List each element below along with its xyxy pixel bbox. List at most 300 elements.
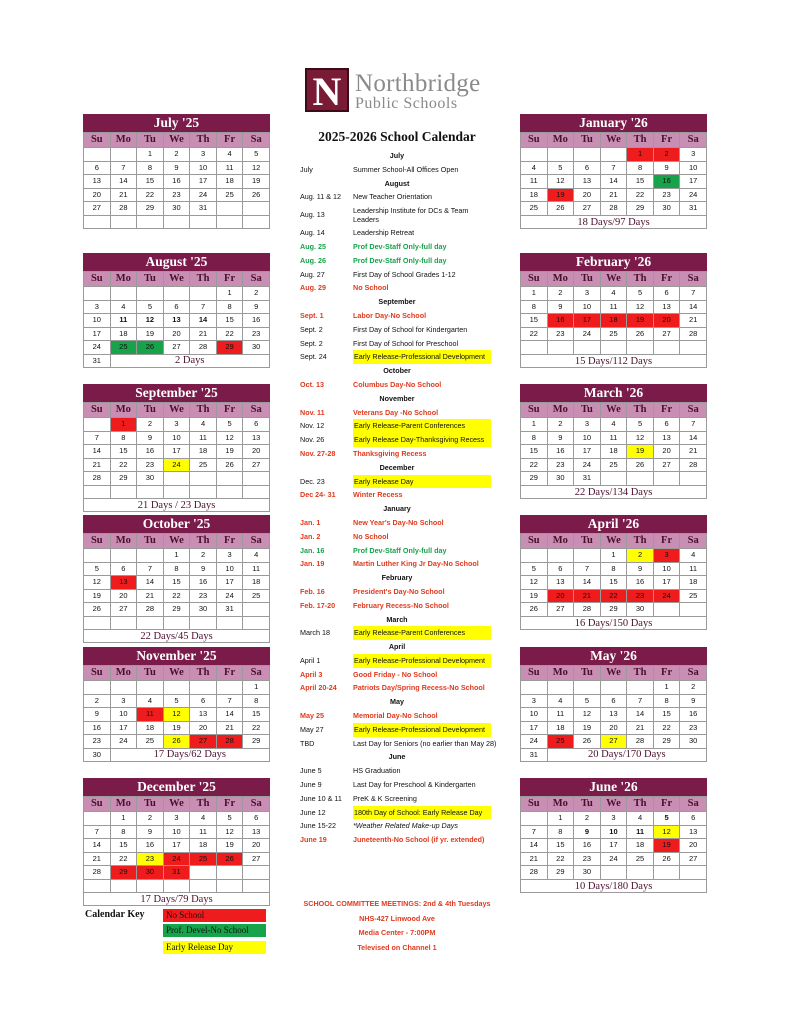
day-cell	[521, 812, 548, 826]
day-cell: 18	[680, 576, 707, 590]
month-title: December '25	[83, 778, 270, 796]
day-cell: 21	[137, 589, 164, 603]
day-cell: 25	[600, 458, 627, 472]
day-cell: 17	[163, 839, 190, 853]
day-cell: 20	[574, 188, 601, 202]
event-description	[353, 475, 491, 489]
day-cell: 23	[84, 735, 111, 749]
weekday-label: Fr	[653, 133, 680, 148]
event-description: Leadership Retreat	[353, 228, 415, 238]
day-cell	[216, 681, 243, 695]
day-cell: 26	[84, 603, 111, 617]
day-cell: 28	[216, 735, 243, 749]
day-cell: 27	[243, 852, 270, 866]
weekday-label: Mo	[110, 666, 137, 681]
month-calendar	[83, 515, 270, 643]
day-cell	[84, 549, 111, 563]
day-cell: 20	[653, 314, 680, 328]
day-cell: 28	[110, 202, 137, 216]
day-cell: 30	[190, 603, 217, 617]
day-cell	[190, 287, 217, 301]
weekday-label: Mo	[547, 403, 574, 418]
day-cell: 26	[653, 852, 680, 866]
day-cell: 11	[627, 825, 654, 839]
event-date: Oct. 13	[300, 379, 324, 389]
event-date: June 15-22	[300, 821, 336, 831]
month-title: October '25	[83, 515, 270, 533]
event-date: Nov. 26	[300, 435, 325, 445]
day-cell: 3	[680, 148, 707, 162]
day-cell: 12	[653, 825, 680, 839]
weekday-label: Th	[190, 403, 217, 418]
day-cell: 18	[110, 327, 137, 341]
day-cell: 16	[137, 445, 164, 459]
day-cell: 6	[653, 418, 680, 432]
day-cell: 12	[627, 300, 654, 314]
day-cell	[243, 616, 270, 630]
day-cell: 11	[680, 562, 707, 576]
day-cell: 23	[243, 327, 270, 341]
day-cell: 11	[216, 161, 243, 175]
event-date: May 25	[300, 711, 324, 721]
day-cell	[653, 472, 680, 486]
committee-broadcast: Televised on Channel 1	[357, 942, 437, 952]
event-row	[297, 530, 497, 544]
day-cell: 7	[680, 287, 707, 301]
day-cell: 29	[216, 341, 243, 355]
day-cell: 22	[547, 852, 574, 866]
day-cell: 23	[627, 589, 654, 603]
day-cell	[574, 341, 601, 355]
event-date: Nov. 12	[300, 421, 325, 431]
weekday-label: Tu	[574, 133, 601, 148]
event-date: Sept. 24	[300, 352, 327, 362]
day-cell: 16	[547, 445, 574, 459]
day-cell: 20	[163, 327, 190, 341]
day-cell: 17	[216, 576, 243, 590]
day-cell: 5	[547, 161, 574, 175]
event-description	[353, 626, 491, 640]
day-cell: 28	[190, 341, 217, 355]
day-cell: 6	[84, 161, 111, 175]
day-cell: 8	[137, 161, 164, 175]
weekday-label: Mo	[547, 534, 574, 549]
day-cell: 26	[521, 603, 548, 617]
event-date: Aug. 11 & 12	[300, 192, 342, 202]
weekday-label: Su	[84, 666, 111, 681]
day-cell: 18	[243, 576, 270, 590]
weekday-label: Mo	[110, 403, 137, 418]
day-cell: 3	[190, 148, 217, 162]
event-row	[297, 433, 497, 447]
event-date: Aug. 25	[300, 241, 326, 251]
day-cell	[137, 549, 164, 563]
day-cell	[216, 866, 243, 880]
event-date: Sept. 2	[300, 338, 323, 348]
event-description-highlight: Early Release Day-Thanksgiving Recess	[353, 433, 491, 447]
day-cell	[243, 603, 270, 617]
committee-time: Media Center - 7:00PM	[358, 928, 436, 937]
event-description: No School	[353, 531, 389, 541]
month-calendar	[520, 647, 707, 762]
day-cell: 27	[190, 735, 217, 749]
day-cell: 17	[163, 445, 190, 459]
weekday-label: Th	[190, 666, 217, 681]
day-cell	[600, 472, 627, 486]
event-row	[297, 254, 497, 268]
event-section-heading: June	[388, 752, 406, 762]
month-day-count: 20 Days/170 Days	[547, 748, 706, 762]
day-cell: 18	[190, 839, 217, 853]
day-cell: 29	[600, 603, 627, 617]
day-cell	[574, 549, 601, 563]
day-cell: 16	[84, 721, 111, 735]
day-cell: 13	[243, 431, 270, 445]
day-cell	[190, 616, 217, 630]
day-cell: 6	[243, 418, 270, 432]
day-cell: 12	[243, 161, 270, 175]
event-date: Dec. 23	[300, 476, 325, 486]
day-cell: 30	[574, 866, 601, 880]
day-cell: 3	[110, 694, 137, 708]
month-day-count: 2 Days	[110, 354, 269, 368]
day-cell: 14	[680, 300, 707, 314]
event-description-highlight: Early Release-Parent Conferences	[353, 419, 491, 433]
day-cell	[110, 215, 137, 229]
day-cell: 14	[84, 445, 111, 459]
day-cell: 25	[627, 852, 654, 866]
day-cell: 25	[190, 458, 217, 472]
day-cell: 2	[137, 812, 164, 826]
events-column	[297, 128, 497, 847]
day-cell: 9	[680, 694, 707, 708]
day-cell: 10	[653, 562, 680, 576]
day-cell	[84, 148, 111, 162]
weekday-label: Tu	[137, 534, 164, 549]
day-cell: 19	[163, 721, 190, 735]
day-cell: 9	[547, 300, 574, 314]
weekday-label: Fr	[216, 666, 243, 681]
day-cell	[216, 879, 243, 893]
day-cell: 8	[521, 300, 548, 314]
day-cell: 17	[653, 576, 680, 590]
day-cell: 1	[137, 148, 164, 162]
month-day-count: 17 Days/62 Days	[110, 748, 269, 762]
day-cell: 11	[190, 431, 217, 445]
day-cell	[680, 472, 707, 486]
day-cell: 21	[190, 327, 217, 341]
day-cell	[84, 215, 111, 229]
event-description	[353, 806, 491, 820]
day-cell: 21	[84, 458, 111, 472]
day-cell: 17	[190, 175, 217, 189]
weekday-label: Fr	[653, 272, 680, 287]
month-title: June '26	[520, 778, 707, 796]
day-cell	[163, 879, 190, 893]
day-cell	[680, 866, 707, 880]
event-description: Summer School-All Offices Open	[353, 164, 459, 174]
event-section-heading: May	[390, 697, 404, 707]
event-row	[297, 599, 497, 613]
event-description: Juneteenth-No School (if yr. extended)	[353, 835, 485, 845]
day-cell	[627, 472, 654, 486]
day-cell: 7	[110, 161, 137, 175]
day-cell: 15	[216, 314, 243, 328]
day-cell: 22	[243, 721, 270, 735]
day-cell	[163, 681, 190, 695]
day-cell: 10	[574, 431, 601, 445]
day-cell: 15	[547, 839, 574, 853]
day-cell: 27	[243, 458, 270, 472]
day-cell: 14	[110, 175, 137, 189]
day-cell: 12	[84, 576, 111, 590]
day-cell: 1	[600, 549, 627, 563]
month-calendar	[520, 253, 707, 368]
day-cell: 24	[163, 458, 190, 472]
day-cell: 10	[190, 161, 217, 175]
day-cell: 5	[163, 694, 190, 708]
day-cell: 9	[627, 562, 654, 576]
event-date: Feb. 16	[300, 586, 325, 596]
weekday-label: Th	[627, 133, 654, 148]
weekday-label: We	[600, 797, 627, 812]
day-cell: 17	[680, 175, 707, 189]
day-cell: 7	[521, 825, 548, 839]
weekday-label: Fr	[653, 666, 680, 681]
weekday-label: Sa	[680, 133, 707, 148]
weekday-label: Sa	[243, 403, 270, 418]
day-cell	[84, 616, 111, 630]
day-cell: 18	[627, 839, 654, 853]
event-date: June 9	[300, 780, 322, 790]
day-cell: 2	[574, 812, 601, 826]
day-cell: 24	[84, 341, 111, 355]
day-cell: 24	[600, 852, 627, 866]
day-cell: 12	[216, 825, 243, 839]
event-row	[297, 281, 497, 295]
day-cell: 6	[110, 562, 137, 576]
day-cell	[547, 341, 574, 355]
weekday-label: Tu	[574, 272, 601, 287]
event-description	[353, 723, 491, 737]
day-cell: 18	[600, 445, 627, 459]
event-row	[297, 819, 497, 833]
day-cell: 6	[680, 812, 707, 826]
day-cell: 6	[574, 161, 601, 175]
day-cell: 28	[84, 866, 111, 880]
day-cell: 28	[680, 327, 707, 341]
event-row	[297, 792, 497, 806]
day-cell	[243, 485, 270, 499]
event-date: June 10 & 11	[300, 793, 342, 803]
event-description-highlight: Early Release-Parent Conferences	[353, 626, 491, 640]
day-cell: 20	[243, 839, 270, 853]
day-cell: 27	[653, 327, 680, 341]
day-cell: 1	[521, 418, 548, 432]
key-prof-devel: Prof. Devel-No School	[163, 924, 266, 937]
month-title: March '26	[520, 384, 707, 402]
day-cell: 9	[137, 825, 164, 839]
day-cell: 22	[600, 589, 627, 603]
day-cell: 13	[547, 576, 574, 590]
event-date: Aug. 27	[300, 269, 325, 279]
weekday-label: Sa	[243, 133, 270, 148]
day-cell: 1	[110, 418, 137, 432]
day-cell: 19	[521, 589, 548, 603]
day-cell: 27	[574, 202, 601, 216]
day-cell	[243, 866, 270, 880]
day-cell: 1	[110, 812, 137, 826]
day-cell: 20	[110, 589, 137, 603]
event-description	[353, 419, 491, 433]
day-cell: 15	[137, 175, 164, 189]
day-cell: 10	[163, 431, 190, 445]
event-description: President's Day-No School	[353, 586, 445, 596]
month-title: January '26	[520, 114, 707, 132]
day-cell: 25	[600, 327, 627, 341]
day-cell: 4	[600, 287, 627, 301]
day-cell: 31	[84, 354, 111, 368]
day-cell: 13	[600, 708, 627, 722]
day-cell: 20	[190, 721, 217, 735]
day-cell: 2	[653, 148, 680, 162]
day-cell	[163, 485, 190, 499]
day-cell: 21	[574, 589, 601, 603]
day-cell	[243, 202, 270, 216]
weekday-label: Tu	[574, 403, 601, 418]
month-day-count: 22 Days/45 Days	[83, 630, 270, 643]
day-cell: 1	[627, 148, 654, 162]
day-cell: 29	[627, 202, 654, 216]
day-cell	[521, 341, 548, 355]
event-row	[297, 337, 497, 351]
day-cell: 10	[600, 825, 627, 839]
day-cell: 3	[163, 812, 190, 826]
day-cell	[600, 681, 627, 695]
day-cell: 17	[600, 839, 627, 853]
day-cell: 6	[600, 694, 627, 708]
event-row	[297, 350, 497, 364]
month-title: September '25	[83, 384, 270, 402]
event-row	[297, 323, 497, 337]
day-cell: 30	[547, 472, 574, 486]
day-cell: 15	[653, 708, 680, 722]
day-cell: 4	[243, 549, 270, 563]
event-description-highlight: Early Release-Professional Development	[353, 654, 491, 668]
key-label: Calendar Key	[85, 909, 145, 920]
day-cell: 23	[137, 458, 164, 472]
day-cell: 2	[163, 148, 190, 162]
day-cell: 16	[163, 175, 190, 189]
event-row	[297, 668, 497, 682]
day-cell: 20	[243, 445, 270, 459]
event-row	[297, 447, 497, 461]
event-date: Aug. 29	[300, 283, 326, 293]
weekday-label: Fr	[653, 797, 680, 812]
day-cell: 12	[547, 175, 574, 189]
day-cell: 20	[600, 721, 627, 735]
weekday-label: Tu	[137, 666, 164, 681]
day-cell	[110, 681, 137, 695]
event-description: Prof Dev-Staff Only-full day	[353, 255, 447, 265]
weekday-label: We	[163, 133, 190, 148]
weekday-label: Sa	[680, 534, 707, 549]
weekday-label: Th	[190, 534, 217, 549]
day-cell: 25	[243, 589, 270, 603]
day-cell: 23	[653, 188, 680, 202]
day-cell	[521, 549, 548, 563]
event-description	[353, 654, 491, 668]
day-cell: 24	[163, 852, 190, 866]
weekday-label: Th	[190, 272, 217, 287]
day-cell: 26	[243, 188, 270, 202]
day-cell: 24	[216, 589, 243, 603]
day-cell: 18	[137, 721, 164, 735]
day-cell: 22	[521, 327, 548, 341]
day-cell: 26	[163, 735, 190, 749]
day-cell: 30	[627, 603, 654, 617]
weekday-label: Mo	[547, 133, 574, 148]
event-description: Last Day for Seniors (no earlier than May 28)	[353, 738, 497, 748]
day-cell: 29	[163, 603, 190, 617]
day-cell: 28	[627, 735, 654, 749]
day-cell: 16	[574, 839, 601, 853]
day-cell: 8	[163, 562, 190, 576]
day-cell: 30	[680, 735, 707, 749]
weekday-label: Tu	[137, 133, 164, 148]
day-cell: 31	[190, 202, 217, 216]
day-cell: 5	[627, 418, 654, 432]
event-row	[297, 681, 497, 695]
day-cell: 5	[84, 562, 111, 576]
weekday-label: Fr	[216, 272, 243, 287]
day-cell: 22	[163, 589, 190, 603]
day-cell: 13	[653, 300, 680, 314]
day-cell: 17	[521, 721, 548, 735]
day-cell	[574, 681, 601, 695]
weekday-label: We	[600, 133, 627, 148]
day-cell: 22	[110, 852, 137, 866]
day-cell: 2	[137, 418, 164, 432]
month-day-count: 21 Days / 23 Days	[83, 499, 270, 512]
event-row	[297, 778, 497, 792]
day-cell: 30	[84, 748, 111, 762]
month-calendar	[520, 778, 707, 893]
weekday-label: Th	[190, 797, 217, 812]
day-cell: 10	[84, 314, 111, 328]
day-cell	[137, 616, 164, 630]
event-description: Thanksgiving Recess	[353, 448, 427, 458]
day-cell: 24	[680, 188, 707, 202]
weekday-label: Sa	[680, 797, 707, 812]
day-cell: 22	[521, 458, 548, 472]
event-row	[297, 419, 497, 433]
day-cell: 4	[600, 418, 627, 432]
day-cell: 26	[574, 735, 601, 749]
weekday-label: Sa	[680, 666, 707, 681]
weekday-label: Sa	[243, 797, 270, 812]
event-row	[297, 544, 497, 558]
day-cell	[84, 418, 111, 432]
day-cell: 10	[574, 300, 601, 314]
event-date: Feb. 17-20	[300, 600, 336, 610]
day-cell: 23	[574, 852, 601, 866]
weekday-label: Su	[521, 534, 548, 549]
day-cell: 23	[190, 589, 217, 603]
day-cell: 25	[521, 202, 548, 216]
day-cell: 29	[137, 202, 164, 216]
day-cell: 26	[216, 458, 243, 472]
